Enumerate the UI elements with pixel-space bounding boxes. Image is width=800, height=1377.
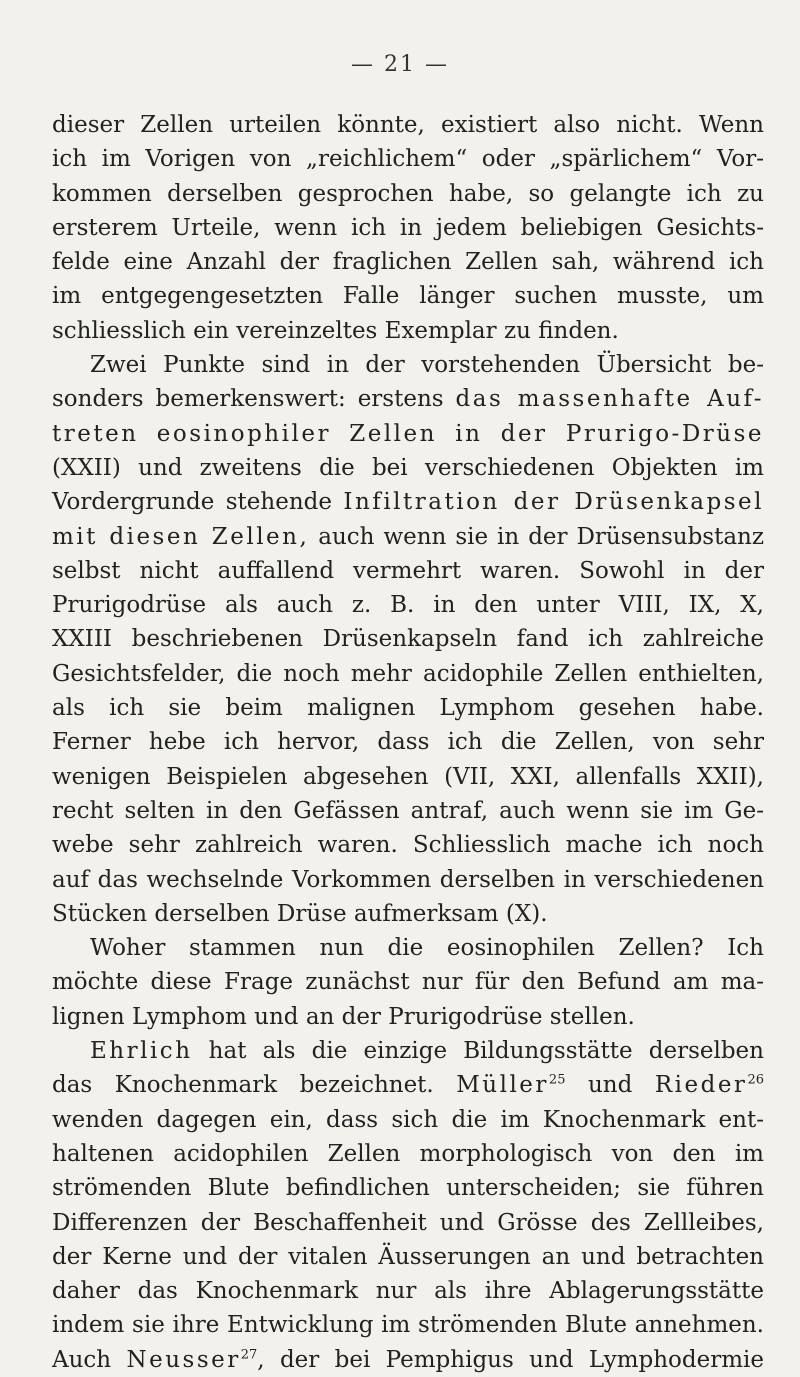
text-line: Woher stammen nun die eosinophilen Zellen? Ich	[90, 935, 764, 962]
text-line: auf das wechselnde Vorkommen derselben in verschiedenen	[52, 866, 764, 893]
text-line: Zwei Punkte sind in der vorstehenden Übersicht be-	[90, 352, 764, 379]
text-line: wenigen Beispielen abgesehen (VII, XXI, allenfalls XXII),	[52, 763, 764, 790]
text-line: kommen derselben gesprochen habe, so gelangte ich zu	[52, 180, 764, 207]
footnote-ref: 26	[747, 1072, 764, 1088]
text-line: im entgegengesetzten Falle länger suchen musste, um	[52, 283, 764, 310]
text-line: Prurigodrüse als auch z. B. in den unter VIII, IX, X,	[52, 592, 764, 619]
text-line: Stücken derselben Drüse aufmerksam (X).	[52, 900, 548, 927]
text-line: schliesslich ein vereinzeltes Exemplar zu finden.	[52, 317, 619, 344]
text-line: indem sie ihre Entwicklung im strömenden Blute annehmen.	[52, 1312, 764, 1339]
text-line: möchte diese Frage zunächst nur für den Befund am ma-	[52, 969, 764, 996]
text-line: Auch Neusser$^{27}$, der bei Pemphigus und Lymphodermie	[52, 1346, 764, 1373]
text-line: wenden dagegen ein, dass sich die im Knochenmark ent-	[52, 1106, 764, 1133]
page-number: — 21 —	[351, 52, 449, 77]
text-line: treten eosinophiler Zellen in der Prurigo-Drüse	[52, 420, 764, 447]
text-line: felde eine Anzahl der fraglichen Zellen sah, während ich	[52, 249, 764, 276]
text-line: als ich sie beim malignen Lymphom gesehen habe.	[52, 695, 764, 722]
text-line: strömenden Blute befindlichen unterscheiden; sie führen	[52, 1175, 764, 1202]
text-line: sonders bemerkenswert: erstens das massenhafte Auf-	[52, 386, 764, 413]
text-line: Vordergrunde stehende Infiltration der Drüsenkapsel	[52, 489, 765, 516]
text-line: mit diesen Zellen, auch wenn sie in der Drüsensubstanz	[52, 523, 764, 550]
text-line: recht selten in den Gefässen antraf, auch wenn sie im Ge-	[52, 797, 764, 824]
text-line: daher das Knochenmark nur als ihre Ablagerungsstätte	[52, 1278, 764, 1305]
text-line: haltenen acidophilen Zellen morphologisch von den im	[52, 1140, 764, 1167]
text-line: das Knochenmark bezeichnet. Müller$^{25}$ und Rieder$^{26}$	[52, 1072, 764, 1099]
text-line: Ferner hebe ich hervor, dass ich die Zellen, von sehr	[52, 729, 764, 756]
text-line: Ehrlich hat als die einzige Bildungsstätte derselben	[90, 1038, 764, 1065]
text-line: selbst nicht auffallend vermehrt waren. Sowohl in der	[52, 557, 764, 584]
text-line: Gesichtsfelder, die noch mehr acidophile Zellen enthielten,	[52, 660, 764, 687]
text-line: ersterem Urteile, wenn ich in jedem beliebigen Gesichts-	[52, 214, 764, 241]
text-line: Differenzen der Beschaffenheit und Grösse des Zellleibes,	[52, 1209, 764, 1236]
text-line: (XXII) und zweitens die bei verschiedenen Objekten im	[52, 454, 764, 481]
text-line: der Kerne und der vitalen Äusserungen an und betrachten	[52, 1243, 764, 1270]
text-line: ich im Vorigen von „reichlichem“ oder „spärlichem“ Vor-	[52, 146, 764, 173]
text-line: XXIII beschriebenen Drüsenkapseln fand ich zahlreiche	[52, 626, 764, 653]
text-line: lignen Lymphom und an der Prurigodrüse stellen.	[52, 1003, 635, 1030]
text-line: webe sehr zahlreich waren. Schliesslich mache ich noch	[52, 832, 764, 859]
footnote-ref: 25	[548, 1072, 566, 1088]
body-text	[52, 108, 764, 1377]
footnote-ref: 27	[240, 1347, 258, 1363]
text-line: dieser Zellen urteilen könnte, existiert also nicht. Wenn	[52, 112, 764, 138]
